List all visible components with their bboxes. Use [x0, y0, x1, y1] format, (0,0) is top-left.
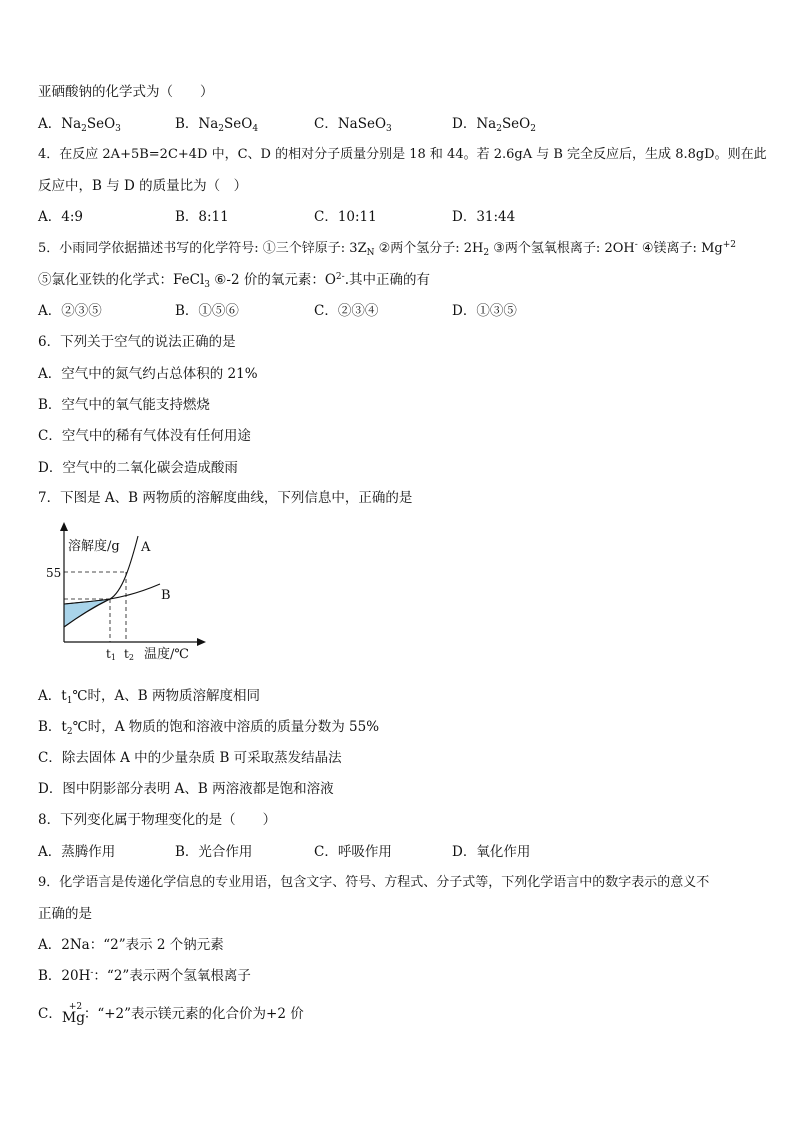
- q9-option-c[interactable]: C． +2 Mg ：“+2”表示镁元素的化合价为+2 价: [38, 1002, 304, 1026]
- q9-option-a[interactable]: A．2Na：“2”表示 2 个钠元素: [38, 937, 224, 953]
- q9-stem-line1: 9．化学语言是传递化学信息的专业用语，包含文字、符号、方程式、分子式等，下列化学语言中的数字表示的意义不: [38, 875, 710, 890]
- q7-option-c[interactable]: C．除去固体 A 中的少量杂质 B 可采取蒸发结晶法: [38, 750, 342, 766]
- x-axis-label: 温度/℃: [144, 647, 189, 662]
- q4-option-c[interactable]: C．10:11: [314, 209, 377, 225]
- q7-stem: 7．下图是 A、B 两物质的溶解度曲线，下列信息中，正确的是: [38, 490, 413, 506]
- q4-stem-line2: 反应中，B 与 D 的质量比为（ ）: [38, 178, 248, 194]
- q9-stem-line2: 正确的是: [38, 906, 92, 922]
- q4-option-b[interactable]: B．8:11: [175, 209, 229, 225]
- x-tick-t2: t2: [124, 647, 134, 662]
- q5-stem-line1: 5．小雨同学依据描述书写的化学符号: ①三个锌原子: $3Z_N$ ②两个氢分子: $2H_2$ ③两个氢氧根离子: 2OH- ④镁离子: $Mg^{+2}$: [38, 240, 736, 258]
- q5-option-a[interactable]: A．②③⑤: [38, 303, 102, 319]
- q8-stem: 8．下列变化属于物理变化的是（ ）: [38, 812, 277, 828]
- q4-option-a[interactable]: A．4:9: [38, 209, 83, 225]
- y-tick-55: 55: [46, 566, 62, 580]
- q7-option-b[interactable]: B．$t_2℃$时，A 物质的饱和溶液中溶质的质量分数为 55%: [38, 719, 380, 737]
- solubility-curve-figure: [38, 522, 228, 670]
- q4-option-d[interactable]: D．31:44: [452, 209, 516, 225]
- q3-option-d[interactable]: D．$Na_2SeO_2$: [452, 116, 536, 134]
- q5-stem-line2: ⑤氯化亚铁的化学式：FeCl$_3$ ⑥-2 价的氧元素：$O^{2-}$.其中正确的有: [38, 272, 430, 290]
- q3-option-c[interactable]: C．NaSeO$_3$: [314, 116, 392, 134]
- mg-valence-symbol: +2 Mg: [61, 1002, 86, 1026]
- y-axis-arrow: [60, 522, 68, 531]
- q9-option-b[interactable]: B．20H-：“2”表示两个氢氧根离子: [38, 968, 251, 984]
- curve-a-label: A: [141, 540, 151, 555]
- q5-option-c[interactable]: C．②③④: [314, 303, 379, 319]
- q5-option-d[interactable]: D．①③⑤: [452, 303, 517, 319]
- q6-option-b[interactable]: B．空气中的氧气能支持燃烧: [38, 397, 210, 413]
- q6-stem: 6．下列关于空气的说法正确的是: [38, 334, 236, 350]
- curve-b: [64, 584, 160, 604]
- q3-stem: 亚硒酸钠的化学式为（ ）: [38, 84, 214, 100]
- q3-option-a[interactable]: A．$Na_2SeO_3$: [38, 116, 121, 134]
- q4-stem-line1: 4．在反应 2A+5B=2C+4D 中，C、D 的相对分子质量分别是 18 和 44。若 2.6gA 与 B 完全反应后，生成 8.8gD。则在此: [38, 147, 767, 162]
- q8-option-d[interactable]: D．氧化作用: [452, 844, 531, 860]
- q3-option-b[interactable]: B．$Na_2SeO_4$: [175, 116, 259, 134]
- q6-option-c[interactable]: C．空气中的稀有气体没有任何用途: [38, 428, 251, 444]
- q7-option-a[interactable]: A．$t_1℃$时，A、B 两物质溶解度相同: [38, 688, 260, 706]
- x-tick-t1: t1: [106, 647, 116, 662]
- q8-option-b[interactable]: B．光合作用: [175, 844, 253, 860]
- q8-option-c[interactable]: C．呼吸作用: [314, 844, 392, 860]
- x-axis-arrow: [197, 638, 206, 646]
- y-axis-label: 溶解度/g: [68, 539, 120, 554]
- q5-option-b[interactable]: B．①⑤⑥: [175, 303, 239, 319]
- q7-option-d[interactable]: D．图中阴影部分表明 A、B 两溶液都是饱和溶液: [38, 781, 334, 797]
- q6-option-a[interactable]: A．空气中的氮气约占总体积的 21%: [38, 366, 258, 382]
- curve-b-label: B: [161, 588, 171, 603]
- q6-option-d[interactable]: D．空气中的二氧化碳会造成酸雨: [38, 460, 238, 476]
- q8-option-a[interactable]: A．蒸腾作用: [38, 844, 116, 860]
